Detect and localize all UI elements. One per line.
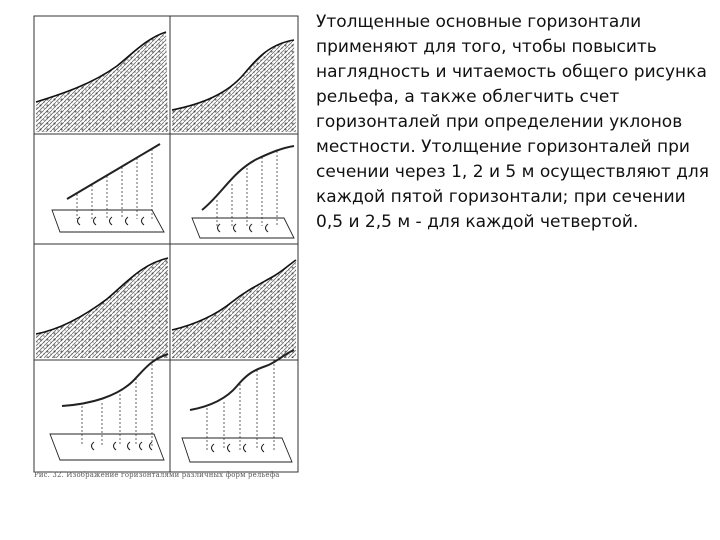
- landscape-convex-slope: [172, 40, 296, 132]
- paragraph-text: Утолщенные основные горизонтали применяют для того, чтобы повысить наглядность и читаемость общего рисунка рельефа, а также облегчить счет горизонталей при определении уклонов местности. Утолщение горизонталей при сечении через 1, 2 и 5 м осуществляют для каждой пятой горизонтали; при сечении 0,5 и 2,5 м - для каждой четвертой.: [316, 12, 709, 232]
- figure-caption: Рис. 32. Изображение горизонталями различных форм рельефа: [34, 470, 280, 479]
- profile-convex: [192, 146, 294, 238]
- profile-straight: [52, 144, 164, 232]
- relief-illustration: [32, 14, 310, 504]
- profile-concave: [50, 354, 168, 460]
- profile-wavy: [182, 350, 294, 462]
- landscape-uniform-slope: [36, 32, 168, 132]
- landscape-concave-slope: [36, 258, 168, 358]
- relief-figure: [32, 14, 310, 504]
- landscape-wavy-slope: [172, 260, 296, 358]
